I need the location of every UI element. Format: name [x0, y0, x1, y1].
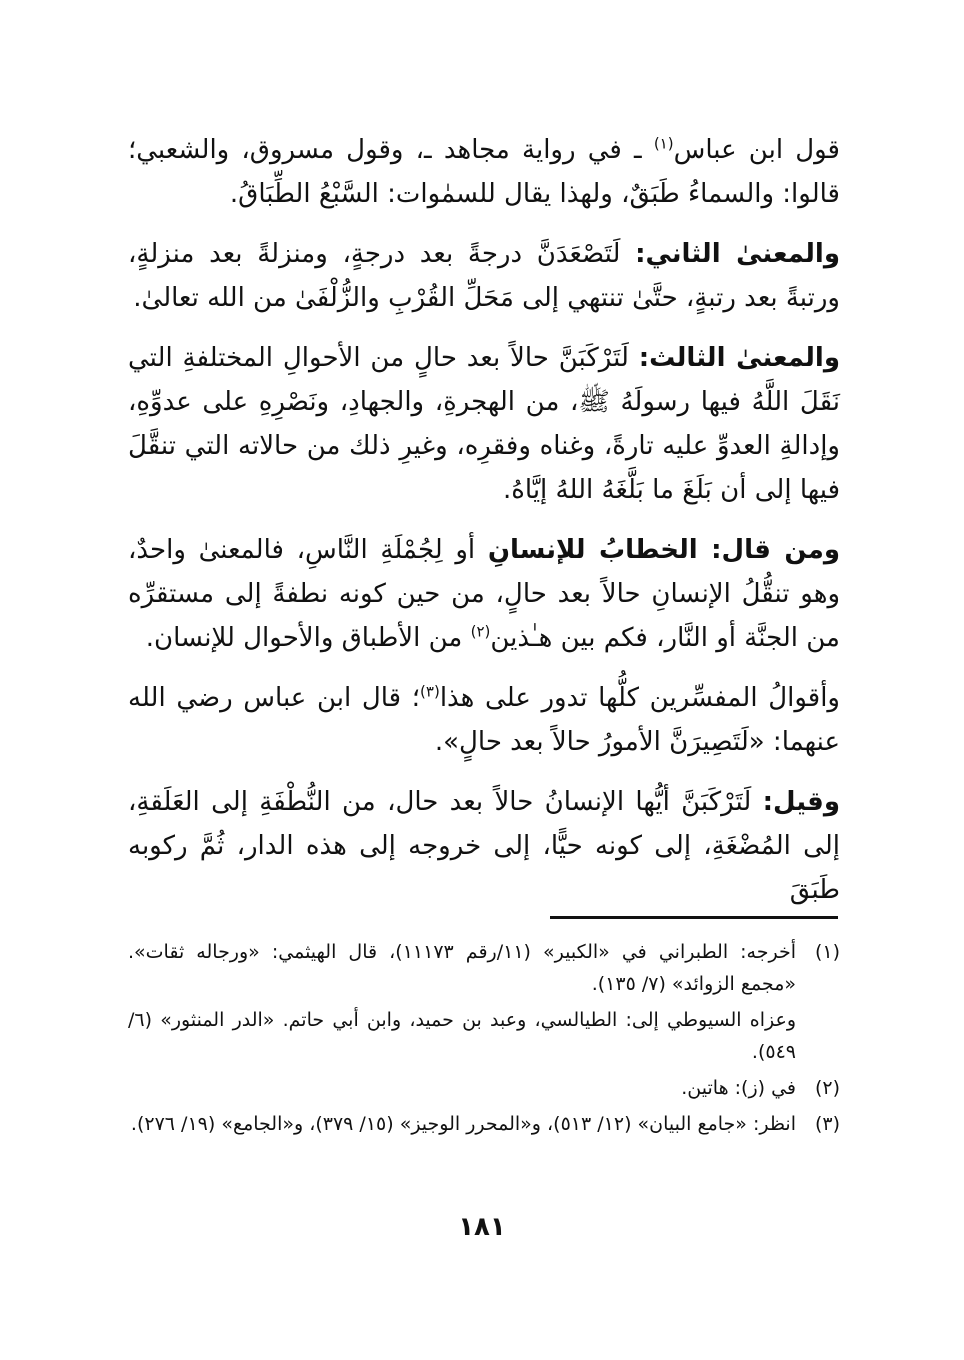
paragraph-4-text-a: أو لِجُمْلَةِ النَّاسِ، فالمعنىٰ واحدٌ، وهو تنقُّلُ الإنسانِ حالاً بعد حالٍ، من حين كونه نطفةً إلى مستقرِّه من الجنَّة أو النَّار، فكم بين هـٰذين [128, 535, 840, 653]
footnote-ref-1[interactable]: (١) [653, 134, 674, 153]
page-number: ١٨١ [458, 1212, 506, 1242]
footnote-ref-3[interactable]: (٣) [420, 682, 440, 701]
footnote-3 [128, 1108, 840, 1140]
footnote-2-text: في (ز): هاتين. [681, 1077, 796, 1099]
footnote-divider [550, 916, 838, 919]
paragraph-2-text: لَتَصْعَدَنَّ درجةً بعد درجةٍ، ومنزلةً بعد منزلةٍ، ورتبةً بعد رتبةٍ، حتَّىٰ تنتهي إلى مَحَلِّ القُرْبِ والزُّلْفَىٰ من الله تعالىٰ. [128, 239, 840, 313]
footnote-3-text: انظر: «جامع البيان» (١٢/ ٥١٣)، و«المحرر الوجيز» (١٥/ ٣٧٩)، و«الجامع» (١٩/ ٢٧٦). [130, 1113, 796, 1135]
paragraph-6-lead: وقيل: [762, 787, 840, 817]
paragraph-4 [128, 528, 840, 660]
paragraph-4-text-b: من الأطباق والأحوال للإنسان. [145, 623, 471, 653]
footnote-1-text: أخرجه: الطبراني في «الكبير» (١١/رقم ١١١٧٣)، قال الهيثمي: «ورجاله ثقات». «مجمع الزوائد» (٧/ ١٣٥). [128, 941, 797, 995]
paragraph-1-text-a: قول ابن عباس [673, 135, 840, 165]
footnote-1 [128, 936, 840, 1000]
paragraph-6-text: لَتَرْكَبَنَّ أيُّها الإنسانُ حالاً بعد حال، من النُّطْفَةِ إلى العَلَقةِ، إلى المُضْغَةِ، إلى كونه حيًّا، إلى خروجه إلى هذه الدار، ثُمَّ ركوبه طَبَقَ [128, 787, 840, 905]
paragraph-4-lead: ومن قال: الخطابُ للإنسانِ [487, 535, 840, 565]
footnote-1-number: (١) [814, 941, 840, 963]
paragraph-2 [128, 232, 840, 320]
paragraph-5-text-b: ؛ قال ابن عباس رضي الله عنهما: «لَتَصِيرَنَّ الأمورُ حالاً بعد حالٍ». [128, 683, 840, 757]
paragraph-3-lead: والمعنىٰ الثالث: [638, 343, 840, 373]
paragraph-3 [128, 336, 840, 512]
footnote-ref-2[interactable]: (٢) [470, 622, 491, 641]
paragraph-5-text-a: وأقوالُ المفسِّرين كلُّها تدور على هذا [439, 683, 840, 713]
main-text [128, 128, 840, 928]
paragraph-6 [128, 780, 840, 912]
paragraph-3-text: لَتَرْكَبَنَّ حالاً بعد حالٍ من الأحوالِ المختلفةِ التي نَقَلَ اللَّهُ فيها رسولَهُ ﷺ، من الهجرةِ، والجهادِ، ونَصْرِهِ على عدوِّهِ، وإدالةِ العدوِّ عليه تارةً، وغناه وفقرِه، وغيرِ ذلك من حالاته التي تنقَّلَ فيها إلى أن بَلَغَ ما بَلَّغَهُ اللهُ إيَّاهُ. [128, 343, 840, 505]
paragraph-1-text-b: ـ في رواية مجاهد ـ، وقول مسروق، والشعبي؛ قالوا: والسماءُ طَبَقٌ، ولهذا يقال للسمٰوات: السَّبْعُ الطِّبَاقُ. [128, 135, 840, 209]
footnote-1-continuation-text: وعزاه السيوطي إلى: الطيالسي، وعبد بن حميد، وابن أبي حاتم. «الدر المنثور» (٦/ ٥٤٩). [128, 1009, 796, 1063]
paragraph-1 [128, 128, 840, 216]
footnote-1-continuation [128, 1004, 840, 1068]
footnote-2 [128, 1072, 840, 1104]
paragraph-5 [128, 676, 840, 764]
footnote-2-number: (٢) [814, 1077, 840, 1099]
paragraph-2-lead: والمعنىٰ الثاني: [635, 239, 840, 269]
footnote-3-number: (٣) [814, 1113, 840, 1135]
footnotes [128, 936, 840, 1144]
